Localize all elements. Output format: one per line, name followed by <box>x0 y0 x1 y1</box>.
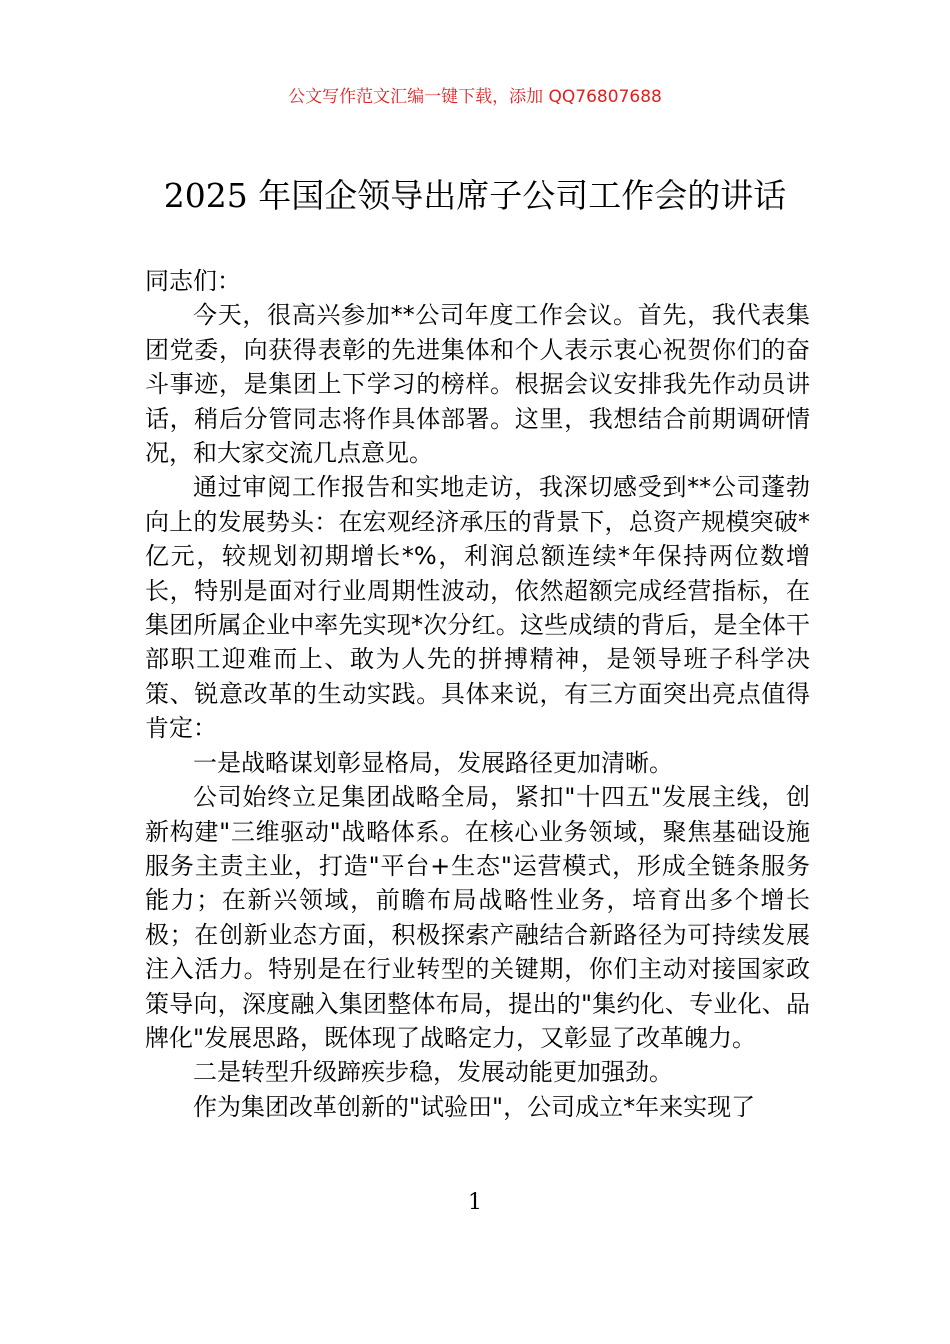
page-number: 1 <box>468 1190 482 1215</box>
paragraph-achievements: 通过审阅工作报告和实地走访，我深切感受到**公司蓬勃向上的发展势头：在宏观经济承压的背景下，总资产规模突破*亿元，较规划初期增长*%，利润总额连续*年保持两位数增长，特别是面对行业周期性波动，依然超额完成经营指标，在集团所属企业中率先实现*次分红。这些成绩的背后，是全体干部职工迎难而上、敢为人先的拼搏精神，是领导班子科学决策、锐意改革的生动实践。具体来说，有三方面突出亮点值得肯定： <box>145 473 810 743</box>
paragraph-transformation: 作为集团改革创新的"试验田"，公司成立*年来实现了 <box>193 1092 756 1121</box>
promo-header: 公文写作范文汇编一键下载，添加 QQ76807688 <box>288 87 662 107</box>
heading-point-two: 二是转型升级蹄疾步稳，发展动能更加强劲。 <box>193 1058 673 1087</box>
document-body <box>145 264 810 1124</box>
heading-point-one: 一是战略谋划彰显格局，发展路径更加清晰。 <box>193 748 673 777</box>
paragraph-strategy: 公司始终立足集团战略全局，紧扣"十四五"发展主线，创新构建"三维驱动"战略体系。在核心业务领域，聚焦基础设施服务主责主业，打造"平台+生态"运营模式，形成全链条服务能力；在新兴领域，前瞻布局战略性业务，培育出多个增长极；在创新业态方面，积极探索产融结合新路径为可持续发展注入活力。特别是在行业转型的关键期，你们主动对接国家政策导向，深度融入集团整体布局，提出的"集约化、专业化、品牌化"发展思路，既体现了战略定力，又彰显了改革魄力。 <box>145 783 810 1052</box>
document-title: 2025 年国企领导出席子公司工作会的讲话 <box>163 176 787 215</box>
paragraph-opening: 今天，很高兴参加**公司年度工作会议。首先，我代表集团党委，向获得表彰的先进集体和个人表示衷心祝贺你们的奋斗事迹，是集团上下学习的榜样。根据会议安排我先作动员讲话，稍后分管同志将作具体部署。这里，我想结合前期调研情况，和大家交流几点意见。 <box>145 301 810 468</box>
salutation: 同志们： <box>145 267 241 295</box>
